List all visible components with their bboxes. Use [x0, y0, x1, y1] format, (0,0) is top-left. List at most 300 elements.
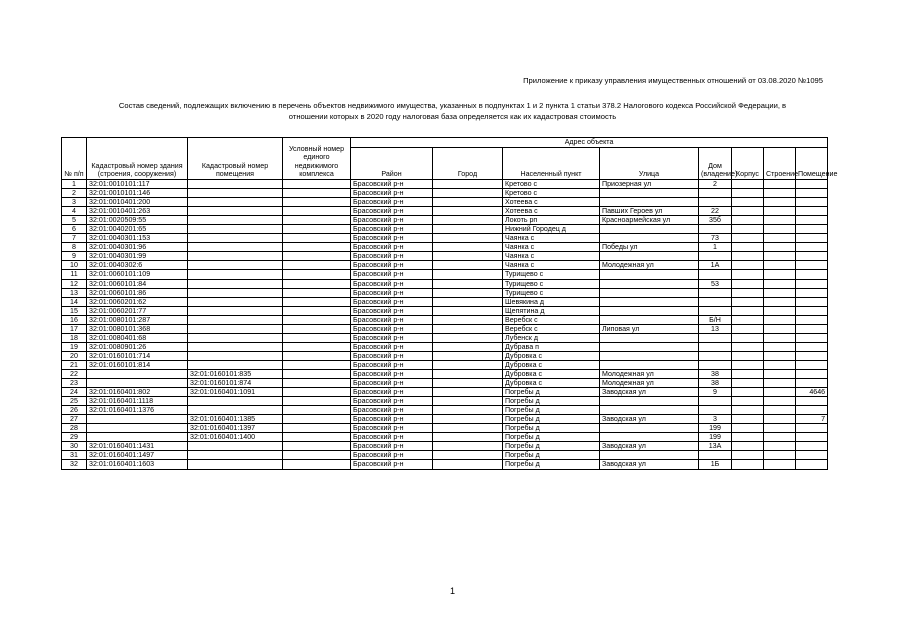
- cell-district: Брасовский р-н: [351, 324, 433, 333]
- cell-settlement: Погребы д: [503, 460, 600, 469]
- cell-street: Заводская ул: [600, 415, 699, 424]
- cell-row-number: 22: [62, 369, 87, 378]
- cell-street: Молодежная ул: [600, 369, 699, 378]
- cell-settlement: Дубрава п: [503, 342, 600, 351]
- cell-premise: [796, 315, 828, 324]
- cell-conditional-number: [283, 180, 351, 189]
- cell-settlement: Щепятина д: [503, 306, 600, 315]
- cell-conditional-number: [283, 279, 351, 288]
- cell-settlement: Кретово с: [503, 189, 600, 198]
- cell-cad-building-number: 32:01:0160101:814: [87, 360, 188, 369]
- cell-city: [433, 351, 503, 360]
- table-row: [62, 288, 828, 297]
- cell-house: 13А: [699, 442, 732, 451]
- cell-cad-building-number: 32:01:0080101:287: [87, 315, 188, 324]
- cell-building: [764, 189, 796, 198]
- table-row: [62, 306, 828, 315]
- cell-cad-building-number: [87, 424, 188, 433]
- cell-row-number: 7: [62, 234, 87, 243]
- cell-conditional-number: [283, 261, 351, 270]
- cell-building: [764, 306, 796, 315]
- cell-district: Брасовский р-н: [351, 279, 433, 288]
- cell-premise: [796, 369, 828, 378]
- cell-house: [699, 288, 732, 297]
- cell-korpus: [732, 415, 764, 424]
- cell-district: Брасовский р-н: [351, 406, 433, 415]
- cell-korpus: [732, 279, 764, 288]
- cell-cad-premise-number: [188, 442, 283, 451]
- cell-building: [764, 279, 796, 288]
- header-city: Город: [433, 148, 503, 180]
- cell-korpus: [732, 424, 764, 433]
- cell-building: [764, 261, 796, 270]
- cell-cad-building-number: 32:01:0160101:714: [87, 351, 188, 360]
- cell-building: [764, 207, 796, 216]
- table-row: [62, 225, 828, 234]
- cell-district: Брасовский р-н: [351, 288, 433, 297]
- cell-row-number: 10: [62, 261, 87, 270]
- cell-conditional-number: [283, 433, 351, 442]
- cell-house: [699, 270, 732, 279]
- cell-cad-premise-number: [188, 324, 283, 333]
- cell-city: [433, 234, 503, 243]
- cell-district: Брасовский р-н: [351, 342, 433, 351]
- page-number: 1: [449, 586, 455, 596]
- cell-building: [764, 415, 796, 424]
- header-building: Строение: [764, 148, 796, 180]
- cell-premise: [796, 288, 828, 297]
- cell-conditional-number: [283, 270, 351, 279]
- cell-district: Брасовский р-н: [351, 369, 433, 378]
- cell-settlement: Дубровка с: [503, 360, 600, 369]
- cell-conditional-number: [283, 460, 351, 469]
- cell-house: [699, 297, 732, 306]
- cell-settlement: Локоть рп: [503, 216, 600, 225]
- cell-street: [600, 288, 699, 297]
- cell-street: Молодежная ул: [600, 261, 699, 270]
- cell-cad-premise-number: [188, 360, 283, 369]
- cell-conditional-number: [283, 406, 351, 415]
- cell-city: [433, 288, 503, 297]
- cell-cad-building-number: 32:01:0040301:99: [87, 252, 188, 261]
- cell-premise: [796, 324, 828, 333]
- cell-korpus: [732, 324, 764, 333]
- cell-street: Липовая ул: [600, 324, 699, 333]
- cell-settlement: Погребы д: [503, 442, 600, 451]
- cell-cad-premise-number: [188, 225, 283, 234]
- cell-cad-building-number: 32:01:0060101:84: [87, 279, 188, 288]
- cell-row-number: 11: [62, 270, 87, 279]
- cell-settlement: Чаянка с: [503, 243, 600, 252]
- cell-conditional-number: [283, 297, 351, 306]
- cell-house: 1: [699, 243, 732, 252]
- cell-korpus: [732, 261, 764, 270]
- cell-premise: [796, 424, 828, 433]
- table-row: [62, 324, 828, 333]
- cell-conditional-number: [283, 315, 351, 324]
- cell-premise: [796, 451, 828, 460]
- table-row: [62, 342, 828, 351]
- cell-row-number: 30: [62, 442, 87, 451]
- cell-district: Брасовский р-н: [351, 460, 433, 469]
- table-row: [62, 451, 828, 460]
- cell-cad-premise-number: 32:01:0160101:874: [188, 379, 283, 388]
- cell-house: [699, 225, 732, 234]
- cell-settlement: Погребы д: [503, 424, 600, 433]
- cell-cad-premise-number: 32:01:0160401:1400: [188, 433, 283, 442]
- cell-settlement: Погребы д: [503, 415, 600, 424]
- cell-cad-building-number: 32:01:0010101:117: [87, 180, 188, 189]
- cell-house: 73: [699, 234, 732, 243]
- table-row: [62, 397, 828, 406]
- cell-cad-premise-number: [188, 234, 283, 243]
- cell-building: [764, 442, 796, 451]
- cell-settlement: Веребск с: [503, 324, 600, 333]
- cell-district: Брасовский р-н: [351, 433, 433, 442]
- cell-korpus: [732, 180, 764, 189]
- cell-premise: [796, 180, 828, 189]
- cell-settlement: Погребы д: [503, 451, 600, 460]
- cell-cad-building-number: 32:01:0010401:200: [87, 198, 188, 207]
- table-row: [62, 279, 828, 288]
- table-row: [62, 360, 828, 369]
- cell-cad-premise-number: 32:01:0160401:1397: [188, 424, 283, 433]
- cell-house: 22: [699, 207, 732, 216]
- cell-conditional-number: [283, 351, 351, 360]
- cell-row-number: 23: [62, 379, 87, 388]
- cell-house: [699, 198, 732, 207]
- cell-premise: [796, 234, 828, 243]
- cell-district: Брасовский р-н: [351, 216, 433, 225]
- cell-korpus: [732, 252, 764, 261]
- cell-house: [699, 342, 732, 351]
- cell-district: Брасовский р-н: [351, 360, 433, 369]
- cell-conditional-number: [283, 424, 351, 433]
- cell-house: 1А: [699, 261, 732, 270]
- cell-korpus: [732, 288, 764, 297]
- cell-street: [600, 342, 699, 351]
- cell-premise: [796, 351, 828, 360]
- cell-conditional-number: [283, 288, 351, 297]
- cell-city: [433, 243, 503, 252]
- cell-row-number: 8: [62, 243, 87, 252]
- cell-korpus: [732, 243, 764, 252]
- cell-district: Брасовский р-н: [351, 415, 433, 424]
- cell-korpus: [732, 234, 764, 243]
- cell-building: [764, 225, 796, 234]
- cell-settlement: Погребы д: [503, 406, 600, 415]
- cell-cad-premise-number: [188, 297, 283, 306]
- cell-premise: [796, 189, 828, 198]
- cell-house: [699, 333, 732, 342]
- cell-cad-building-number: 32:01:0010401:263: [87, 207, 188, 216]
- cell-street: [600, 189, 699, 198]
- cell-district: Брасовский р-н: [351, 306, 433, 315]
- cell-house: 35б: [699, 216, 732, 225]
- cell-korpus: [732, 360, 764, 369]
- cell-house: 199: [699, 433, 732, 442]
- cell-korpus: [732, 379, 764, 388]
- cell-premise: [796, 243, 828, 252]
- cell-cad-premise-number: 32:01:0160401:1385: [188, 415, 283, 424]
- cell-street: [600, 252, 699, 261]
- table-row: [62, 351, 828, 360]
- cell-city: [433, 406, 503, 415]
- cell-street: [600, 306, 699, 315]
- cell-conditional-number: [283, 415, 351, 424]
- cell-city: [433, 306, 503, 315]
- table-row: [62, 180, 828, 189]
- cell-building: [764, 424, 796, 433]
- cell-street: [600, 406, 699, 415]
- cell-settlement: Дубровка с: [503, 379, 600, 388]
- cell-row-number: 29: [62, 433, 87, 442]
- cell-street: [600, 198, 699, 207]
- cell-street: Заводская ул: [600, 388, 699, 397]
- cell-city: [433, 207, 503, 216]
- cell-street: [600, 424, 699, 433]
- cell-street: [600, 234, 699, 243]
- cell-building: [764, 388, 796, 397]
- appendix-reference: Приложение к приказу управления имущественных отношений от 03.08.2020 №1095: [523, 76, 823, 85]
- cell-city: [433, 216, 503, 225]
- header-settlement: Населенный пункт: [503, 148, 600, 180]
- cell-city: [433, 369, 503, 378]
- cell-cad-premise-number: [188, 189, 283, 198]
- cell-row-number: 32: [62, 460, 87, 469]
- cell-conditional-number: [283, 442, 351, 451]
- property-table: [61, 137, 838, 470]
- cell-city: [433, 379, 503, 388]
- cell-district: Брасовский р-н: [351, 270, 433, 279]
- cell-row-number: 26: [62, 406, 87, 415]
- header-house: Дом (владение): [699, 148, 732, 180]
- cell-house: 53: [699, 279, 732, 288]
- cell-korpus: [732, 397, 764, 406]
- cell-house: [699, 306, 732, 315]
- cell-street: [600, 397, 699, 406]
- cell-cad-premise-number: [188, 397, 283, 406]
- cell-settlement: Дубровка с: [503, 369, 600, 378]
- table-row: [62, 424, 828, 433]
- cell-cad-premise-number: [188, 207, 283, 216]
- cell-building: [764, 198, 796, 207]
- cell-cad-premise-number: 32:01:0160101:835: [188, 369, 283, 378]
- cell-row-number: 13: [62, 288, 87, 297]
- cell-district: Брасовский р-н: [351, 424, 433, 433]
- cell-row-number: 3: [62, 198, 87, 207]
- cell-cad-premise-number: [188, 252, 283, 261]
- cell-cad-premise-number: [188, 460, 283, 469]
- cell-cad-building-number: 32:01:0160401:1376: [87, 406, 188, 415]
- cell-building: [764, 324, 796, 333]
- subject-line-2: отношении которых в 2020 году налоговая база определяется как их кадастровая стоимость: [288, 112, 617, 121]
- cell-cad-building-number: 32:01:0040301:96: [87, 243, 188, 252]
- cell-district: Брасовский р-н: [351, 297, 433, 306]
- cell-district: Брасовский р-н: [351, 234, 433, 243]
- cell-conditional-number: [283, 388, 351, 397]
- cell-settlement: Нижний Городец д: [503, 225, 600, 234]
- cell-premise: [796, 333, 828, 342]
- cell-district: Брасовский р-н: [351, 388, 433, 397]
- header-num: № п/п: [62, 138, 87, 180]
- cell-premise: 4646: [796, 388, 828, 397]
- cell-city: [433, 415, 503, 424]
- cell-cad-premise-number: [188, 243, 283, 252]
- cell-premise: [796, 379, 828, 388]
- table-row: [62, 415, 828, 424]
- header-korpus: Корпус: [732, 148, 764, 180]
- table-row: [62, 369, 828, 378]
- cell-street: Павших Героев ул: [600, 207, 699, 216]
- cell-premise: [796, 297, 828, 306]
- cell-city: [433, 451, 503, 460]
- header-address-group: Адрес объекта: [351, 138, 828, 148]
- cell-street: Победы ул: [600, 243, 699, 252]
- cell-cad-building-number: 32:01:0160401:1118: [87, 397, 188, 406]
- cell-cad-building-number: 32:01:0060201:77: [87, 306, 188, 315]
- cell-settlement: Погребы д: [503, 433, 600, 442]
- cell-building: [764, 315, 796, 324]
- cell-conditional-number: [283, 189, 351, 198]
- cell-premise: [796, 198, 828, 207]
- cell-settlement: Лубенск д: [503, 333, 600, 342]
- cell-cad-premise-number: [188, 270, 283, 279]
- cell-cad-premise-number: [188, 333, 283, 342]
- cell-district: Брасовский р-н: [351, 333, 433, 342]
- cell-building: [764, 351, 796, 360]
- cell-cad-building-number: 32:01:0080401:68: [87, 333, 188, 342]
- cell-premise: [796, 433, 828, 442]
- cell-premise: [796, 360, 828, 369]
- cell-settlement: Турищево с: [503, 279, 600, 288]
- cell-conditional-number: [283, 324, 351, 333]
- cell-street: [600, 433, 699, 442]
- cell-cad-building-number: 32:01:0160401:1497: [87, 451, 188, 460]
- cell-cad-premise-number: [188, 261, 283, 270]
- cell-cad-premise-number: [188, 315, 283, 324]
- cell-district: Брасовский р-н: [351, 351, 433, 360]
- cell-cad-building-number: 32:01:0060201:62: [87, 297, 188, 306]
- cell-house: 199: [699, 424, 732, 433]
- cell-cad-building-number: [87, 379, 188, 388]
- cell-city: [433, 270, 503, 279]
- cell-korpus: [732, 315, 764, 324]
- cell-house: [699, 397, 732, 406]
- cell-building: [764, 369, 796, 378]
- cell-cad-building-number: [87, 415, 188, 424]
- cell-building: [764, 252, 796, 261]
- cell-city: [433, 424, 503, 433]
- cell-conditional-number: [283, 198, 351, 207]
- cell-building: [764, 333, 796, 342]
- cell-korpus: [732, 451, 764, 460]
- cell-row-number: 20: [62, 351, 87, 360]
- cell-city: [433, 180, 503, 189]
- cell-cad-premise-number: [188, 180, 283, 189]
- cell-cad-building-number: [87, 369, 188, 378]
- cell-row-number: 6: [62, 225, 87, 234]
- cell-premise: [796, 207, 828, 216]
- header-district: Район: [351, 148, 433, 180]
- cell-conditional-number: [283, 225, 351, 234]
- cell-cad-building-number: 32:01:0060101:109: [87, 270, 188, 279]
- cell-city: [433, 360, 503, 369]
- cell-settlement: Чаянка с: [503, 261, 600, 270]
- cell-row-number: 27: [62, 415, 87, 424]
- cell-conditional-number: [283, 216, 351, 225]
- cell-street: [600, 315, 699, 324]
- cell-row-number: 16: [62, 315, 87, 324]
- cell-house: 13: [699, 324, 732, 333]
- cell-premise: [796, 216, 828, 225]
- cell-settlement: Погребы д: [503, 397, 600, 406]
- cell-premise: [796, 261, 828, 270]
- cell-row-number: 17: [62, 324, 87, 333]
- table-row: [62, 198, 828, 207]
- cell-row-number: 9: [62, 252, 87, 261]
- subject-line-1: Состав сведений, подлежащих включению в перечень объектов недвижимого имущества, указанных в подпунктах 1 и 2 пункта 1 статьи 378.2 Налогового кодекса Российской Федерации, в: [118, 101, 787, 110]
- cell-district: Брасовский р-н: [351, 451, 433, 460]
- cell-row-number: 18: [62, 333, 87, 342]
- cell-building: [764, 234, 796, 243]
- cell-street: Приозерная ул: [600, 180, 699, 189]
- cell-cad-premise-number: [188, 216, 283, 225]
- cell-city: [433, 397, 503, 406]
- header-street: Улица: [600, 148, 699, 180]
- table-body: [62, 180, 828, 470]
- cell-premise: [796, 342, 828, 351]
- table-row: [62, 270, 828, 279]
- cell-row-number: 24: [62, 388, 87, 397]
- cell-cad-premise-number: [188, 342, 283, 351]
- cell-korpus: [732, 189, 764, 198]
- cell-street: Заводская ул: [600, 442, 699, 451]
- cell-conditional-number: [283, 360, 351, 369]
- cell-premise: [796, 225, 828, 234]
- cell-korpus: [732, 369, 764, 378]
- cell-conditional-number: [283, 306, 351, 315]
- cell-house: [699, 351, 732, 360]
- table-row: [62, 297, 828, 306]
- document-subject: [50, 100, 855, 122]
- cell-conditional-number: [283, 207, 351, 216]
- cell-cad-premise-number: [188, 279, 283, 288]
- cell-settlement: Турищево с: [503, 288, 600, 297]
- cell-district: Брасовский р-н: [351, 207, 433, 216]
- cell-house: 38: [699, 379, 732, 388]
- cell-korpus: [732, 225, 764, 234]
- cell-house: [699, 451, 732, 460]
- cell-premise: 7: [796, 415, 828, 424]
- cell-row-number: 15: [62, 306, 87, 315]
- cell-city: [433, 252, 503, 261]
- table-row: [62, 433, 828, 442]
- cell-korpus: [732, 333, 764, 342]
- cell-cad-premise-number: [188, 406, 283, 415]
- table-row: [62, 243, 828, 252]
- table-row: [62, 207, 828, 216]
- cell-cad-building-number: 32:01:0080901:26: [87, 342, 188, 351]
- cell-korpus: [732, 297, 764, 306]
- cell-district: Брасовский р-н: [351, 225, 433, 234]
- cell-street: [600, 351, 699, 360]
- cell-street: [600, 225, 699, 234]
- cell-row-number: 5: [62, 216, 87, 225]
- cell-building: [764, 216, 796, 225]
- cell-city: [433, 342, 503, 351]
- cell-street: [600, 270, 699, 279]
